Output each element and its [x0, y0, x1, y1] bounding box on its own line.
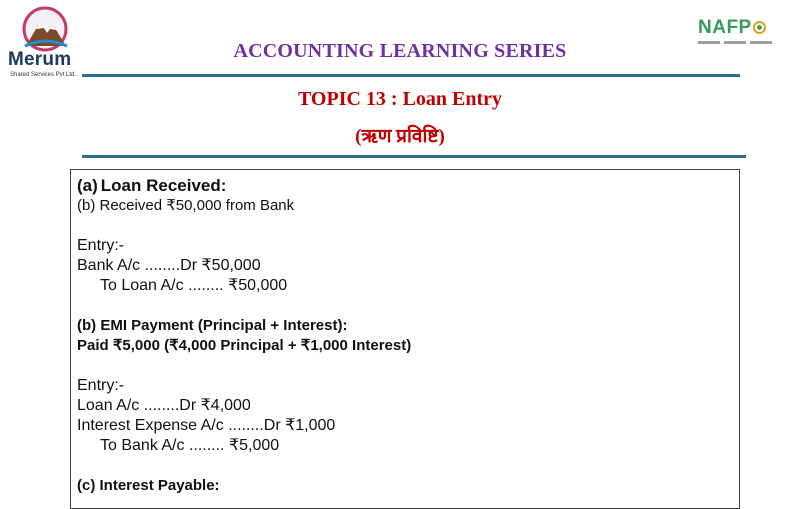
- wheel-logo-icon: [753, 21, 766, 34]
- nafpo-brand-prefix: NAFP: [698, 17, 752, 38]
- section-a-credit-line: To Loan A/c ........ ₹50,000: [100, 277, 288, 294]
- merum-brand-text: Merum: [8, 49, 72, 70]
- section-b-description: Paid ₹5,000 (₹4,000 Principal + ₹1,000 Interest): [77, 337, 412, 354]
- series-title: ACCOUNTING LEARNING SERIES: [233, 40, 567, 62]
- topic-subtitle: (ऋण प्रविष्टि): [355, 126, 445, 147]
- section-c-heading: (c) Interest Payable:: [77, 477, 220, 494]
- bottom-divider: [82, 155, 746, 158]
- section-b-heading: (b) EMI Payment (Principal + Interest):: [77, 317, 348, 334]
- nafpo-brand-text: [698, 17, 766, 39]
- section-a-heading: [77, 176, 739, 196]
- merum-subtitle: Shared Services Pvt Ltd.: [10, 72, 77, 78]
- section-b-entry-label: Entry:-: [77, 377, 125, 394]
- section-b-bank-credit-line: To Bank A/c ........ ₹5,000: [100, 437, 280, 454]
- section-a-heading-text: Loan Received:: [100, 176, 227, 195]
- section-a-debit-line: Bank A/c ........Dr ₹50,000: [77, 257, 261, 274]
- section-a-heading-label: (a): [77, 176, 98, 195]
- section-b-interest-debit-line: Interest Expense A/c ........Dr ₹1,000: [77, 417, 336, 434]
- section-b-loan-debit-line: Loan A/c ........Dr ₹4,000: [77, 397, 251, 414]
- top-divider: [82, 74, 740, 77]
- content-box: [70, 169, 740, 509]
- section-a-entry-label: Entry:-: [77, 237, 125, 254]
- topic-title: TOPIC 13 : Loan Entry: [297, 88, 503, 110]
- section-a-description: (b) Received ₹50,000 from Bank: [77, 197, 295, 214]
